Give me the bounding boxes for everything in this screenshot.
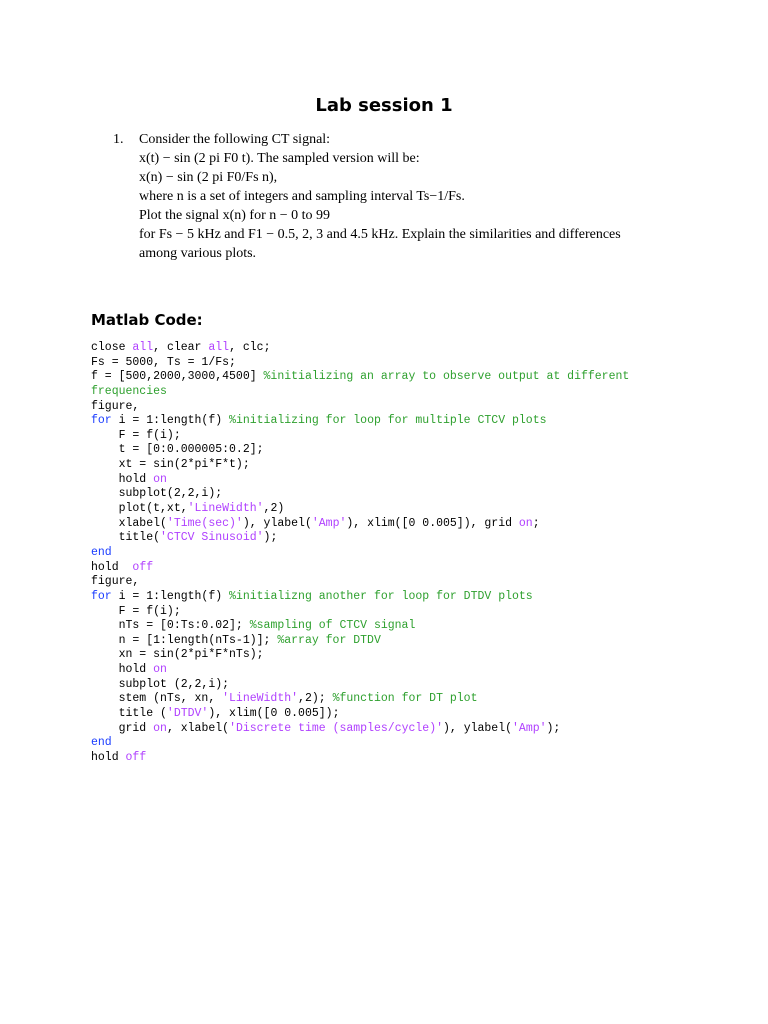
problem-line: among various plots. [139,246,257,261]
code-line: xn = sin(2*pi*F*nTs); [91,648,264,662]
code-line: figure, [91,575,140,589]
code-line: xlabel('Time(sec)'), ylabel('Amp'), xlim([0 0.005]), grid on; [91,516,540,530]
problem-line: for Fs − 5 kHz and F1 − 0.5, 2, 3 and 4.5 kHz. Explain the similarities and differences [139,227,621,242]
code-line: title ('DTDV'), xlim([0 0.005]); [91,707,340,721]
code-line: end [91,736,112,750]
code-line: close all, clear all, clc; [91,341,271,354]
code-line: stem (nTs, xn, 'LineWidth',2); %function for DT plot [91,692,478,706]
problem-line: Consider the following CT signal: [139,132,331,147]
code-line: for i = 1:length(f) %initializing for loop for multiple CTCV plots [91,414,547,428]
code-line: F = f(i); [91,604,181,618]
code-line: hold off [91,750,147,764]
code-line: hold off [91,560,154,574]
code-line: subplot (2,2,i); [91,677,230,691]
problem-line: where n is a set of integers and sampling interval Ts−1/Fs. [139,189,465,204]
code-line: frequencies [91,384,167,398]
code-block [91,341,731,766]
code-line: subplot(2,2,i); [91,487,223,501]
page-title: Lab session 1 [315,95,453,116]
code-line: t = [0:0.000005:0.2]; [91,443,264,457]
code-line: nTs = [0:Ts:0.02]; %sampling of CTCV signal [91,619,416,633]
code-line: Fs = 5000, Ts = 1/Fs; [91,355,236,369]
code-line: title('CTCV Sinusoid'); [91,531,278,545]
code-line: f = [500,2000,3000,4500] %initializing an array to observe output at different [91,370,630,384]
section-heading: Matlab Code: [91,311,203,329]
code-line: figure, [91,399,140,413]
code-line: n = [1:length(nTs-1)]; %array for DTDV [91,633,381,647]
problem-line: x(t) − sin (2 pi F0 t). The sampled version will be: [139,151,420,166]
problem-line: x(n) − sin (2 pi F0/Fs n), [139,170,278,185]
code-line: xt = sin(2*pi*F*t); [91,458,250,472]
problem-number: 1. [113,132,124,147]
code-line: end [91,545,112,559]
code-line: grid on, xlabel('Discrete time (samples/cycle)'), ylabel('Amp'); [91,721,561,735]
code-line: F = f(i); [91,428,181,442]
code-line: for i = 1:length(f) %initializng another for loop for DTDV plots [91,589,533,603]
code-line: hold on [91,663,167,677]
code-line: hold on [91,472,167,486]
problem-statement [139,130,739,263]
problem-line: Plot the signal x(n) for n − 0 to 99 [139,208,331,223]
code-line: plot(t,xt,'LineWidth',2) [91,502,285,516]
